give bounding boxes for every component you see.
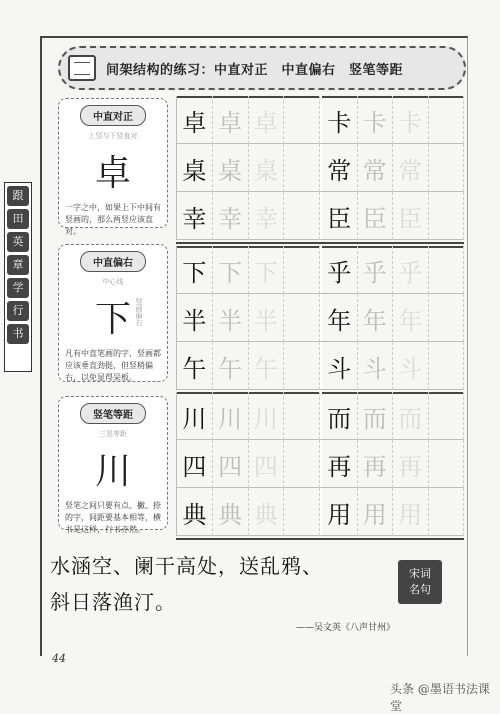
- poem-line-1: 水涵空、阑干高处，送乱鸦、: [50, 554, 323, 578]
- trace-character: 乎: [358, 246, 394, 294]
- practice-grid-centered: [176, 96, 464, 240]
- section-header: [58, 46, 466, 90]
- watermark: 头条 @墨语书法课堂: [390, 682, 490, 713]
- model-character: 而: [322, 392, 358, 440]
- trace-character: 用: [393, 488, 429, 536]
- blank-cell: [429, 96, 465, 144]
- trace-character: 午: [213, 342, 249, 390]
- blank-cell: [429, 488, 465, 536]
- trace-character: 幸: [249, 192, 285, 240]
- trace-character: 乎: [393, 246, 429, 294]
- practice-row: [176, 294, 464, 342]
- model-character: 再: [322, 440, 358, 488]
- model-character: 四: [177, 440, 213, 488]
- blank-cell: [429, 246, 465, 294]
- rule-badge: 竖笔等距: [80, 403, 146, 424]
- trace-character: 典: [249, 488, 285, 536]
- blank-cell: [284, 488, 320, 536]
- model-character: 桌: [177, 144, 213, 192]
- practice-grid-spacing: [176, 392, 464, 536]
- stamp-line-1: 宋词: [409, 567, 431, 580]
- blank-cell: [284, 342, 320, 390]
- trace-character: 卡: [358, 96, 394, 144]
- stamp-line-2: 名句: [409, 583, 431, 596]
- blank-cell: [429, 440, 465, 488]
- trace-character: 幸: [213, 192, 249, 240]
- side-title-char: 学: [7, 278, 29, 298]
- rule-guide-label: 三竖等距: [99, 430, 127, 438]
- trace-character: 川: [249, 392, 285, 440]
- poem-source: ——吴文英《八声甘州》: [296, 623, 396, 633]
- rule-side-label: 竖画偏右: [135, 298, 143, 326]
- rule-guide-label: 中心线: [102, 278, 124, 286]
- page-number: 44: [52, 652, 66, 665]
- rule-panel-centered: [58, 98, 168, 236]
- trace-character: 午: [249, 342, 285, 390]
- trace-character: 斗: [358, 342, 394, 390]
- trace-character: 而: [393, 392, 429, 440]
- trace-character: 下: [249, 246, 285, 294]
- trace-character: 臣: [393, 192, 429, 240]
- trace-character: 再: [358, 440, 394, 488]
- blank-cell: [284, 392, 320, 440]
- model-character: 典: [177, 488, 213, 536]
- side-title-char: 跟: [7, 186, 29, 206]
- model-character: 臣: [322, 192, 358, 240]
- practice-row: [176, 246, 464, 294]
- trace-character: 下: [213, 246, 249, 294]
- model-character: 下: [177, 246, 213, 294]
- model-character: 年: [322, 294, 358, 342]
- side-title-char: 书: [7, 324, 29, 344]
- poem-calligraphy: [50, 548, 390, 620]
- trace-character: 而: [358, 392, 394, 440]
- model-character: 午: [177, 342, 213, 390]
- model-character: 常: [322, 144, 358, 192]
- model-character: 卡: [322, 96, 358, 144]
- trace-character: 臣: [358, 192, 394, 240]
- side-title-strip: [4, 182, 32, 372]
- blank-cell: [284, 96, 320, 144]
- blank-cell: [429, 144, 465, 192]
- example-character: 川: [94, 451, 131, 492]
- side-title-char: 章: [7, 255, 29, 275]
- trace-character: 典: [213, 488, 249, 536]
- practice-row: [176, 440, 464, 488]
- trace-character: 常: [358, 144, 394, 192]
- model-character: 川: [177, 392, 213, 440]
- example-character: 卓: [94, 153, 131, 194]
- trace-character: 用: [358, 488, 394, 536]
- trace-character: 半: [249, 294, 285, 342]
- model-character: 斗: [322, 342, 358, 390]
- model-character: 幸: [177, 192, 213, 240]
- trace-character: 桌: [213, 144, 249, 192]
- trace-character: 卓: [213, 96, 249, 144]
- practice-grid-right: [176, 246, 464, 390]
- blank-cell: [429, 294, 465, 342]
- trace-character: 四: [213, 440, 249, 488]
- example-character: 下: [94, 299, 131, 340]
- practice-row: [176, 96, 464, 144]
- trace-character: 常: [393, 144, 429, 192]
- model-character: 乎: [322, 246, 358, 294]
- blank-cell: [284, 440, 320, 488]
- blank-cell: [429, 192, 465, 240]
- model-character: 用: [322, 488, 358, 536]
- practice-row: [176, 342, 464, 390]
- rule-note: 竖笔之间只要有点、撇、捺的字，间距要基本相等，横书是这样，行书亦然。: [65, 501, 161, 534]
- rule-guide-label: 上竖与下竖直对: [88, 132, 138, 140]
- rule-note: 一字之中，如果上下中间有竖画的，那么两竖应该直对。: [65, 203, 161, 236]
- blank-cell: [284, 246, 320, 294]
- rule-panel-right: [58, 244, 168, 382]
- side-title-char: 英: [7, 232, 29, 252]
- side-title-char: 行: [7, 301, 29, 321]
- practice-row: [176, 144, 464, 192]
- practice-row: [176, 192, 464, 240]
- song-ci-stamp: [398, 560, 442, 604]
- blank-cell: [284, 144, 320, 192]
- blank-cell: [429, 392, 465, 440]
- trace-character: 斗: [393, 342, 429, 390]
- side-title-char: 田: [7, 209, 29, 229]
- poem-line-2: 斜日落渔汀。: [50, 590, 176, 614]
- blank-cell: [284, 294, 320, 342]
- trace-character: 半: [213, 294, 249, 342]
- rule-badge: 中直对正: [80, 105, 146, 126]
- rule-badge: 中直偏右: [80, 251, 146, 272]
- trace-character: 年: [393, 294, 429, 342]
- practice-row: [176, 488, 464, 536]
- rule-panel-spacing: [58, 396, 168, 534]
- trace-character: 再: [393, 440, 429, 488]
- trace-character: 卡: [393, 96, 429, 144]
- practice-row: [176, 392, 464, 440]
- header-title: 间架结构的练习：中直对正 中直偏右 竖笔等距: [106, 62, 404, 78]
- model-character: 半: [177, 294, 213, 342]
- trace-character: 桌: [249, 144, 285, 192]
- blank-cell: [429, 342, 465, 390]
- model-character: 卓: [177, 96, 213, 144]
- trace-character: 川: [213, 392, 249, 440]
- trace-character: 卓: [249, 96, 285, 144]
- notebook-icon: [68, 55, 96, 81]
- trace-character: 四: [249, 440, 285, 488]
- rule-note: 凡有中直笔画的字，竖画都应该垂直劲挺，但竖稍偏右，以免显得呆板。: [65, 349, 161, 382]
- blank-cell: [284, 192, 320, 240]
- trace-character: 年: [358, 294, 394, 342]
